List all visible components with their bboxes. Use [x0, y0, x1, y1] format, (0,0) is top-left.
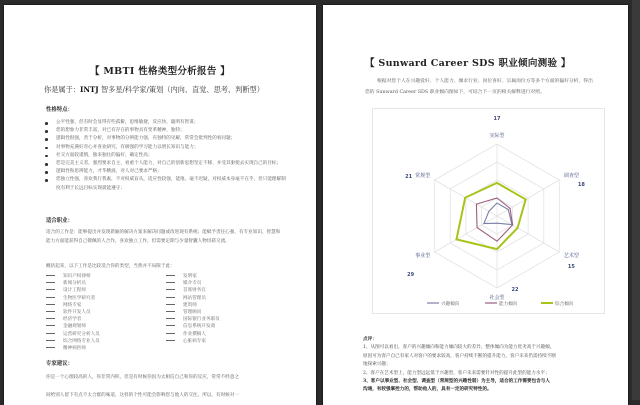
axis-score: 21	[405, 174, 413, 180]
career-item: 精神病医师	[46, 345, 166, 352]
review-line: 1、从图可以看出，客户的兴趣倾向和能力倾向较大的差异，整体倾向为能力优劣高于兴趣倾，	[363, 345, 555, 351]
career-item: 发明家	[166, 273, 286, 280]
axis-label: 调查型	[563, 173, 579, 179]
careers-summary: 概括起来，以下工作是比较适合你的类型，当然并不局限于此：	[46, 264, 175, 269]
axis-score: 17	[493, 116, 501, 122]
series-1	[476, 198, 512, 241]
type-code: INTJ	[79, 85, 99, 94]
personality-type-line	[44, 85, 264, 95]
review-line: 原因可为客户自己有家人对客户的要求较高，客户持续不断的提升能力，客户未来仍需持续不断	[363, 353, 556, 359]
type-description: 智多星/科学家/策划（内向、直觉、思考、判断型）	[100, 85, 264, 94]
page-title: 【 Sunward Career SDS 职业倾向测验 】	[365, 58, 571, 69]
trait-item: 您的想象力非常丰富，对已有存在的事物具有变革精神，独特；	[42, 127, 287, 135]
advice-line: 你是一个心理较高的人，你非常内积，但是有时候你因为太相信自己和你的反应，常常不经意之	[46, 375, 239, 380]
review-section	[363, 336, 595, 395]
right-scrollbar-track[interactable]	[632, 0, 640, 400]
careers-intro: 适合的工作是：能够提出并发现新颖的解决方案来解决问题或改进现有系统；能赋予责任心强，有专业知识、智慧和能力方面能获得自己敬佩的人合作，喜欢独立工作，但需要定期与少量智囊人物切磋交流。	[46, 230, 281, 244]
review-line: 地探索兴趣；	[363, 362, 391, 368]
careers-list	[46, 273, 286, 352]
career-item: 知识产权律师	[46, 273, 166, 280]
axis-label: 事业型	[415, 253, 431, 259]
legend-label: 能力倾向	[499, 302, 518, 307]
intro-paragraph: 根据对您个人在兴趣爱好、个人能力、倾求行业、岗位喜好、宗属岗位方等多个方面的偏好分析，得出您的 Sunward Career SDS 职业倾向图如下，可结合下一页的相关解释进行对照。	[365, 79, 593, 95]
career-item: 国际银行业务职员	[166, 316, 286, 323]
career-item: 网络专家	[46, 302, 166, 309]
type-prefix: 你是属于：	[44, 85, 80, 94]
traits-list	[42, 119, 287, 193]
career-item: 设计工程师	[46, 287, 166, 294]
trait-item: 您是完美主义者，强烈要求自主，看重个人能力，对自己的创新思想坚定不移，并受其驱使去实现自己的目标；	[42, 160, 287, 168]
page-title: 【 MBTI 性格类型分析报告 】	[89, 66, 231, 77]
careers-heading: 适合职业：	[46, 218, 73, 224]
career-item: 生物医学研究者	[46, 295, 166, 302]
radar-chart-svg	[373, 109, 604, 313]
career-item: 作业撰稿人	[166, 331, 286, 338]
axis-label: 常规型	[415, 173, 431, 179]
page-mbti-report	[4, 5, 316, 405]
advice-line: 间给别人留下有点不太合群的味道，这样的个性可能会影响您与他人的交往。所以，有时候对一	[46, 393, 239, 398]
career-item: 建筑师	[166, 302, 286, 309]
career-item: 管理顾问	[166, 309, 286, 316]
review-line: 3、客户以事业型、社会型、调查型（常规型的兴趣性弱）为主导，适合的工作需要包含与人	[363, 379, 550, 385]
career-item: 心脏病专家	[166, 338, 286, 345]
axis-label: 实际型	[489, 133, 505, 139]
axis-label: 社会型	[489, 295, 505, 301]
trait-item: 您独立性强，喜欢我行我素，不对权威盲从，适应性较强，能推、毫不迟疑，对权威本身毫不在乎，但只能理解制度有利于长远目标实现就能遵守；	[42, 176, 287, 192]
trait-item: 对事物充满好奇心并喜欢研究，有极强的学习能力以增长知识与能力；	[42, 144, 287, 152]
review-line: 2、客户在艺术型上，能力型远远低于兴趣型，客户未来需要针对性的提升此型的能力水平；	[363, 370, 550, 376]
page-sds-report	[323, 5, 628, 405]
trait-item: 社交方面较谨慎，独来独往的偏好，确定性高；	[42, 152, 287, 160]
career-item: 综合网络专业人员	[46, 338, 166, 345]
career-item: 媒介专员	[166, 280, 286, 287]
axis-score: 22	[511, 287, 519, 293]
career-item: 信息系统开发商	[166, 323, 286, 330]
review-line: 沟通，有较强掌控力的，帮助他人的，具有一定的研究特性的。	[363, 387, 492, 393]
axis-score: 15	[567, 264, 575, 270]
series-2	[456, 183, 525, 249]
advice-heading: 专家建议：	[46, 361, 73, 367]
career-item: 金融规划师	[46, 323, 166, 330]
career-item: 新闻分析员	[46, 280, 166, 287]
axis-label: 艺术型	[563, 253, 579, 259]
legend-label: 兴趣倾向	[441, 302, 460, 307]
trait-item: 逻辑性很强，善于分析，对事物的分辨能力强，有独特的见解，常常会批判性的看问题；	[42, 135, 287, 143]
traits-heading: 性格特点：	[46, 107, 73, 113]
career-item: 运营研究分析人员	[46, 331, 166, 338]
trait-item: 公平性强，但有时会显得有些孤僻，思维敏捷，反应快，聪明有智谋；	[42, 119, 287, 127]
axis-score: 29	[407, 272, 415, 278]
trait-item: 逻辑性和思辨能力，才华横溢，对人对己要求严格；	[42, 168, 287, 176]
radar-chart	[372, 108, 605, 314]
career-item: 软件开发人员	[46, 309, 166, 316]
axis-score: 18	[577, 182, 585, 188]
review-heading: 点评：	[363, 337, 377, 342]
legend-label: 综合倾向	[555, 302, 574, 307]
career-item: 经济学者	[46, 316, 166, 323]
career-item: 网站管理员	[166, 295, 286, 302]
career-item: 首席财务官	[166, 287, 286, 294]
